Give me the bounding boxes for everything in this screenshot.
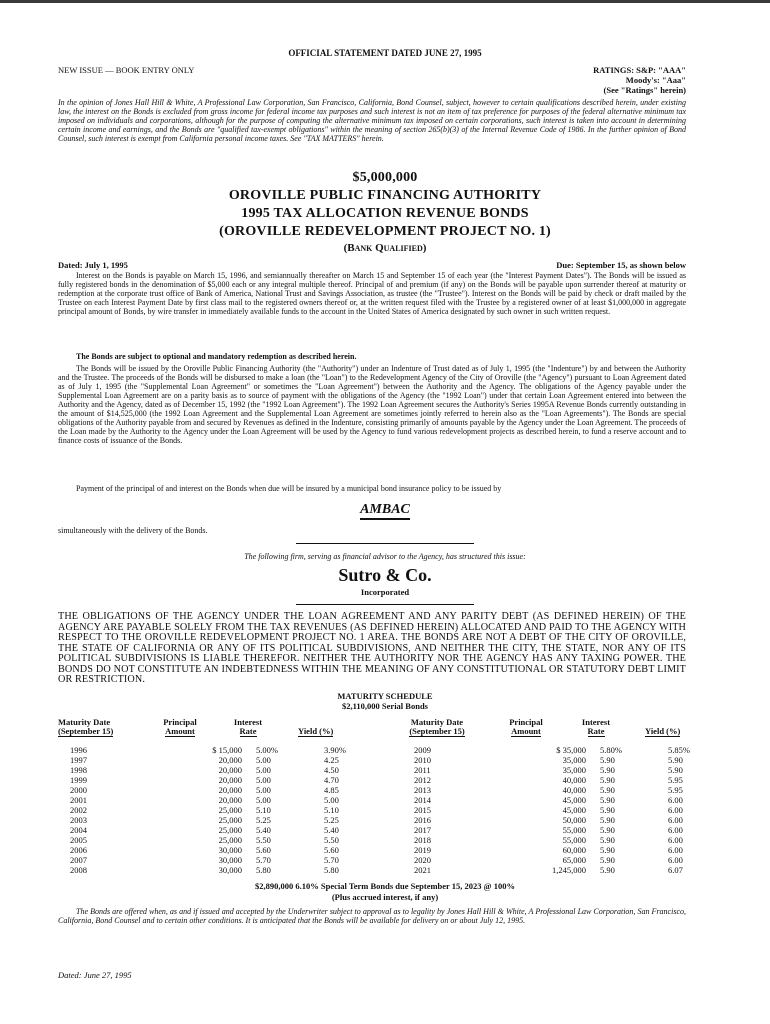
yield-cell: 4.70 <box>324 775 339 785</box>
maturity-date-cell: 2002 <box>70 805 87 815</box>
maturity-date-cell: 2004 <box>70 825 87 835</box>
principal-cell: 60,000 <box>562 845 586 855</box>
rate-cell: 5.90 <box>600 855 615 865</box>
yield-header: Yield (%) <box>298 726 334 736</box>
table-row <box>402 855 718 865</box>
yield-cell: 5.50 <box>324 835 339 845</box>
term-bonds-line: $2,890,000 6.10% Special Term Bonds due September 15, 2023 @ 100% <box>255 881 515 891</box>
insurer-logo <box>0 502 770 520</box>
maturity-date-cell: 2006 <box>70 845 87 855</box>
table-row <box>402 815 718 825</box>
yield-cell: 6.07 <box>668 865 683 875</box>
due-date: Due: September 15, as shown below <box>556 260 686 270</box>
principal-cell: 45,000 <box>562 805 586 815</box>
rate-cell: 5.40 <box>256 825 271 835</box>
table-row <box>402 765 718 775</box>
right-maturity-header <box>402 718 472 737</box>
right-rate-header <box>578 718 614 737</box>
maturity-date-cell: 2008 <box>70 865 87 875</box>
maturity-date-cell: 1997 <box>70 755 87 765</box>
ratings-see: (See "Ratings" herein) <box>603 85 686 95</box>
maturity-date-cell: 2013 <box>414 785 431 795</box>
principal-cell: 40,000 <box>562 775 586 785</box>
principal-cell: 30,000 <box>218 855 242 865</box>
maturity-date-cell: 2000 <box>70 785 87 795</box>
rate-cell: 5.90 <box>600 785 615 795</box>
rate-cell: 5.90 <box>600 815 615 825</box>
principal-cell: 35,000 <box>562 755 586 765</box>
maturity-date-cell: 2012 <box>414 775 431 785</box>
maturity-date-cell: 1996 <box>70 745 87 755</box>
maturity-table-left <box>58 745 374 875</box>
rate-header-line1: Interest <box>233 717 263 727</box>
rate-cell: 5.25 <box>256 815 271 825</box>
table-row <box>58 835 374 845</box>
table-row <box>58 795 374 805</box>
insurer-text: AMBAC <box>360 502 410 520</box>
maturity-date-cell: 2014 <box>414 795 431 805</box>
rate-cell: 5.00 <box>256 785 271 795</box>
principal-cell: 55,000 <box>562 825 586 835</box>
principal-cell: 65,000 <box>562 855 586 865</box>
issuance-paragraph: The Bonds will be issued by the Oroville Public Financing Authority (the "Authority") under an Indenture of Trust dated as of July 1, 1995 (the "Indenture") by and between the Authority and the Trustee. The proceeds of the Bonds will be disbursed to make a loan (the "Loan") to the Redevelopment Agency of the City of Oroville (the "Agency") pursuant to Loan Agreement dated as of July 1, 1995 (the "Supplemental Loan Agreement" or sometimes the "Loan Agreement") between the Authority and the Agency. The obligations of the Agency payable under the Supplemental Loan Agreement are on a parity basis as to source of payment with the obligations of the Agency (the "1992 Loan") under that certain Loan Agreement entered into between the Authority and the Agency, dated as of December 15, 1992 (the "1992 Loan Agreement"). The 1992 Loan Agreement secures the Authority's Series 1995A Revenue Bonds currently outstanding in the amount of $14,525,000 (the 1992 Loan Agreement and the Supplemental Loan Agreement are sometimes jointly referred to herein also as the "Loan Agreements"). The Bonds are special obligations of the Authority payable from and secured by Revenues as defined in the Indenture, consisting primarily of amounts payable by the Agency under the Loan Agreement. The proceeds of the Loan made by the Authority to the Agency under the Loan Agreement will be used by the Agency to fund various redevelopment projects as described herein, to fund a reserve account and to finance costs of issuance of the Bonds. <box>58 364 686 445</box>
maturity-date-cell: 1999 <box>70 775 87 785</box>
advisor-incorporated: Incorporated <box>360 587 410 597</box>
table-row <box>58 865 374 875</box>
rate-cell: 5.60 <box>256 845 271 855</box>
rate-cell: 5.90 <box>600 825 615 835</box>
right-principal-header <box>504 718 548 737</box>
maturity-date-cell: 2016 <box>414 815 431 825</box>
principal-header-line2: Amount <box>511 726 541 736</box>
table-row <box>402 845 718 855</box>
principal-cell: 30,000 <box>218 845 242 855</box>
principal-cell: 40,000 <box>562 785 586 795</box>
maturity-header-line1: Maturity Date <box>58 717 111 727</box>
table-row <box>58 805 374 815</box>
table-row <box>58 825 374 835</box>
issuer-name: OROVILLE PUBLIC FINANCING AUTHORITY <box>228 188 542 203</box>
redemption-note: The Bonds are subject to optional and mandatory redemption as described herein. <box>76 352 357 361</box>
table-row <box>58 845 374 855</box>
yield-cell: 5.90 <box>668 755 683 765</box>
left-yield-header <box>298 727 333 737</box>
table-row <box>402 825 718 835</box>
schedule-subtitle: $2,110,000 Serial Bonds <box>342 701 428 711</box>
rate-cell: 5.90 <box>600 805 615 815</box>
rate-cell: 5.90 <box>600 845 615 855</box>
bond-series: 1995 TAX ALLOCATION REVENUE BONDS <box>241 206 529 221</box>
scan-top-border <box>0 0 770 3</box>
rate-header-line1: Interest <box>581 717 611 727</box>
maturity-header-line2: (September 15) <box>409 726 465 736</box>
rate-header-line2: Rate <box>587 726 605 736</box>
yield-cell: 5.60 <box>324 845 339 855</box>
tax-opinion-paragraph: In the opinion of Jones Hall Hill & White, A Professional Law Corporation, San Francisco, California, Bond Counsel, subject, however to certain qualifications described herein, under existing law, the interest on the Bonds is excluded from gross income for federal income tax purposes and such interest is not an item of tax preference for purposes of the federal alternative minimum tax imposed on individuals and corporations, although for the purpose of computing the alternative minimum tax imposed on certain corporations, such interest is taken into account in determining certain income and earnings, and the Bonds are "qualified tax-exempt obligations" within the meaning of section 265(b)(3) of the Internal Revenue Code of 1986. In the further opinion of Bond Counsel, such interest is exempt from California personal income taxes. See "TAX MATTERS" herein. <box>58 98 686 143</box>
principal-header-line1: Principal <box>509 717 543 727</box>
rate-cell: 5.90 <box>600 795 615 805</box>
yield-cell: 5.10 <box>324 805 339 815</box>
divider-bottom <box>296 604 474 605</box>
accrued-interest-note: (Plus accrued interest, if any) <box>331 892 439 902</box>
yield-header: Yield (%) <box>645 726 681 736</box>
principal-cell: 50,000 <box>562 815 586 825</box>
principal-cell: 20,000 <box>218 755 242 765</box>
footer-dated: Dated: June 27, 1995 <box>58 970 132 980</box>
principal-cell: 45,000 <box>562 795 586 805</box>
ratings-moodys: Moody's: "Aaa" <box>625 75 686 85</box>
rate-cell: 5.00 <box>256 775 271 785</box>
table-row <box>58 815 374 825</box>
principal-cell: $ 15,000 <box>212 745 242 755</box>
principal-cell: $ 35,000 <box>556 745 586 755</box>
maturity-header-line1: Maturity Date <box>410 717 464 727</box>
maturity-date-cell: 2009 <box>414 745 431 755</box>
maturity-date-cell: 1998 <box>70 765 87 775</box>
maturity-date-cell: 2001 <box>70 795 87 805</box>
interest-paragraph: Interest on the Bonds is payable on March 15, 1996, and semiannually thereafter on March 15 and September 15 of each year (the "Interest Payment Dates"). The Bonds will be issued as fully registered bonds in the denomination of $5,000 each or any integral multiple thereof. Principal of and premium (if any) on the Bonds will be payable upon surrender thereof at maturity or redemption at the corporate trust office of Bank of America, National Trust and Savings Association, as trustee (the "Trustee"). Interest on the Bonds will be paid by check or draft mailed by the Trustee on each Interest Payment Date by first class mail to the registered owners thereof or, at the written request filed with the Trustee by a registered owner of at least $1,000,000 in aggregate principal amount of Bonds, by wire transfer in immediately available funds to the account in the United States of America designated by such owner in such written request. <box>58 271 686 316</box>
principal-cell: 25,000 <box>218 835 242 845</box>
official-statement-heading: OFFICIAL STATEMENT DATED JUNE 27, 1995 <box>288 48 482 58</box>
rate-cell: 5.00 <box>256 765 271 775</box>
yield-cell: 6.00 <box>668 795 683 805</box>
simultaneous-delivery: simultaneously with the delivery of the Bonds. <box>58 526 208 535</box>
insurance-line: Payment of the principal of and interest on the Bonds when due will be insured by a municipal bond insurance policy to be issued by <box>76 484 502 493</box>
maturity-date-cell: 2021 <box>414 865 431 875</box>
rate-cell: 5.90 <box>600 755 615 765</box>
table-row <box>402 775 718 785</box>
yield-cell: 6.00 <box>668 855 683 865</box>
right-yield-header <box>645 727 680 737</box>
maturity-date-cell: 2007 <box>70 855 87 865</box>
maturity-date-cell: 2003 <box>70 815 87 825</box>
yield-cell: 3.90% <box>324 745 346 755</box>
rate-cell: 5.90 <box>600 865 615 875</box>
rate-cell: 5.10 <box>256 805 271 815</box>
table-row <box>402 745 718 755</box>
rate-cell: 5.00 <box>256 795 271 805</box>
divider-top <box>296 543 474 544</box>
left-rate-header <box>230 718 266 737</box>
obligations-disclaimer: THE OBLIGATIONS OF THE AGENCY UNDER THE LOAN AGREEMENT AND ANY PARITY DEBT (AS DEFINED HEREIN) OF THE AGENCY ARE PAYABLE SOLELY FROM THE TAX REVENUES (AS DEFINED HEREIN) ALLOCATED AND PAID TO THE AGENCY WITH RESPECT TO THE OROVILLE REDEVELOPMENT PROJECT NO. 1 AREA. THE BONDS ARE NOT A DEBT OF THE CITY OF OROVILLE, THE STATE OF CALIFORNIA OR ANY OF ITS POLITICAL SUBDIVISIONS, AND NEITHER THE CITY, THE STATE, NOR ANY OF ITS POLITICAL SUBDIVISIONS IS LIABLE THEREFOR. NEITHER THE AUTHORITY NOR THE AGENCY HAS ANY TAXING POWER. THE BONDS DO NOT CONSTITUTE AN INDEBTEDNESS WITHIN THE MEANING OF ANY CONSTITUTIONAL OR STATUTORY DEBT LIMIT OR RESTRICTION. <box>58 611 686 685</box>
rate-cell: 5.90 <box>600 835 615 845</box>
dated-date: Dated: July 1, 1995 <box>58 260 128 270</box>
table-row <box>402 805 718 815</box>
advisor-name: Sutro & Co. <box>338 565 432 585</box>
yield-cell: 5.70 <box>324 855 339 865</box>
principal-cell: 30,000 <box>218 865 242 875</box>
principal-cell: 25,000 <box>218 825 242 835</box>
yield-cell: 6.00 <box>668 845 683 855</box>
table-row <box>402 795 718 805</box>
schedule-title: MATURITY SCHEDULE <box>337 691 433 701</box>
principal-cell: 1,245,000 <box>552 865 586 875</box>
yield-cell: 5.40 <box>324 825 339 835</box>
rate-cell: 5.90 <box>600 775 615 785</box>
principal-header-line1: Principal <box>163 717 197 727</box>
yield-cell: 5.80 <box>324 865 339 875</box>
principal-cell: 20,000 <box>218 795 242 805</box>
yield-cell: 6.00 <box>668 815 683 825</box>
maturity-date-cell: 2019 <box>414 845 431 855</box>
rate-cell: 5.00 <box>256 755 271 765</box>
rate-cell: 5.90 <box>600 765 615 775</box>
maturity-date-cell: 2015 <box>414 805 431 815</box>
offering-paragraph: The Bonds are offered when, as and if issued and accepted by the Underwriter subject to approval as to legality by Jones Hall Hill & White, A Professional Law Corporation, San Francisco, California, Bond Counsel and to certain other conditions. It is anticipated that the Bonds will be available for delivery on or about July 12, 1995. <box>58 907 686 925</box>
project-name: (OROVILLE REDEVELOPMENT PROJECT NO. 1) <box>219 224 551 239</box>
table-row <box>58 755 374 765</box>
yield-cell: 6.00 <box>668 805 683 815</box>
principal-cell: 20,000 <box>218 775 242 785</box>
yield-cell: 5.00 <box>324 795 339 805</box>
maturity-table-right <box>402 745 718 875</box>
maturity-date-cell: 2011 <box>414 765 431 775</box>
new-issue-label: NEW ISSUE — BOOK ENTRY ONLY <box>58 65 195 75</box>
principal-header-line2: Amount <box>165 726 195 736</box>
yield-cell: 4.25 <box>324 755 339 765</box>
left-maturity-header <box>58 718 113 737</box>
table-row <box>58 775 374 785</box>
table-row <box>58 745 374 755</box>
rate-cell: 5.80% <box>600 745 622 755</box>
table-row <box>402 835 718 845</box>
maturity-date-cell: 2017 <box>414 825 431 835</box>
bank-qualified: (Bank Qualified) <box>343 242 427 254</box>
rate-cell: 5.50 <box>256 835 271 845</box>
yield-cell: 5.85% <box>668 745 690 755</box>
maturity-date-cell: 2005 <box>70 835 87 845</box>
table-row <box>58 855 374 865</box>
principal-cell: 20,000 <box>218 785 242 795</box>
yield-cell: 4.85 <box>324 785 339 795</box>
yield-cell: 5.95 <box>668 775 683 785</box>
maturity-date-cell: 2018 <box>414 835 431 845</box>
principal-cell: 55,000 <box>562 835 586 845</box>
maturity-header-line2: (September 15) <box>58 726 114 736</box>
maturity-date-cell: 2010 <box>414 755 431 765</box>
table-row <box>402 865 718 875</box>
table-row <box>58 765 374 775</box>
yield-cell: 6.00 <box>668 825 683 835</box>
rate-header-line2: Rate <box>239 726 257 736</box>
rate-cell: 5.70 <box>256 855 271 865</box>
yield-cell: 5.95 <box>668 785 683 795</box>
ratings-sp: RATINGS: S&P: "AAA" <box>593 65 686 75</box>
bond-amount: $5,000,000 <box>352 170 418 185</box>
principal-cell: 25,000 <box>218 805 242 815</box>
table-row <box>58 785 374 795</box>
maturity-date-cell: 2020 <box>414 855 431 865</box>
principal-cell: 35,000 <box>562 765 586 775</box>
rate-cell: 5.00% <box>256 745 278 755</box>
table-row <box>402 755 718 765</box>
yield-cell: 6.00 <box>668 835 683 845</box>
yield-cell: 5.90 <box>668 765 683 775</box>
yield-cell: 4.50 <box>324 765 339 775</box>
table-row <box>402 785 718 795</box>
yield-cell: 5.25 <box>324 815 339 825</box>
advisor-statement: The following firm, serving as financial advisor to the Agency, has structured this issue: <box>244 552 526 561</box>
left-principal-header <box>158 718 202 737</box>
principal-cell: 20,000 <box>218 765 242 775</box>
rate-cell: 5.80 <box>256 865 271 875</box>
principal-cell: 25,000 <box>218 815 242 825</box>
